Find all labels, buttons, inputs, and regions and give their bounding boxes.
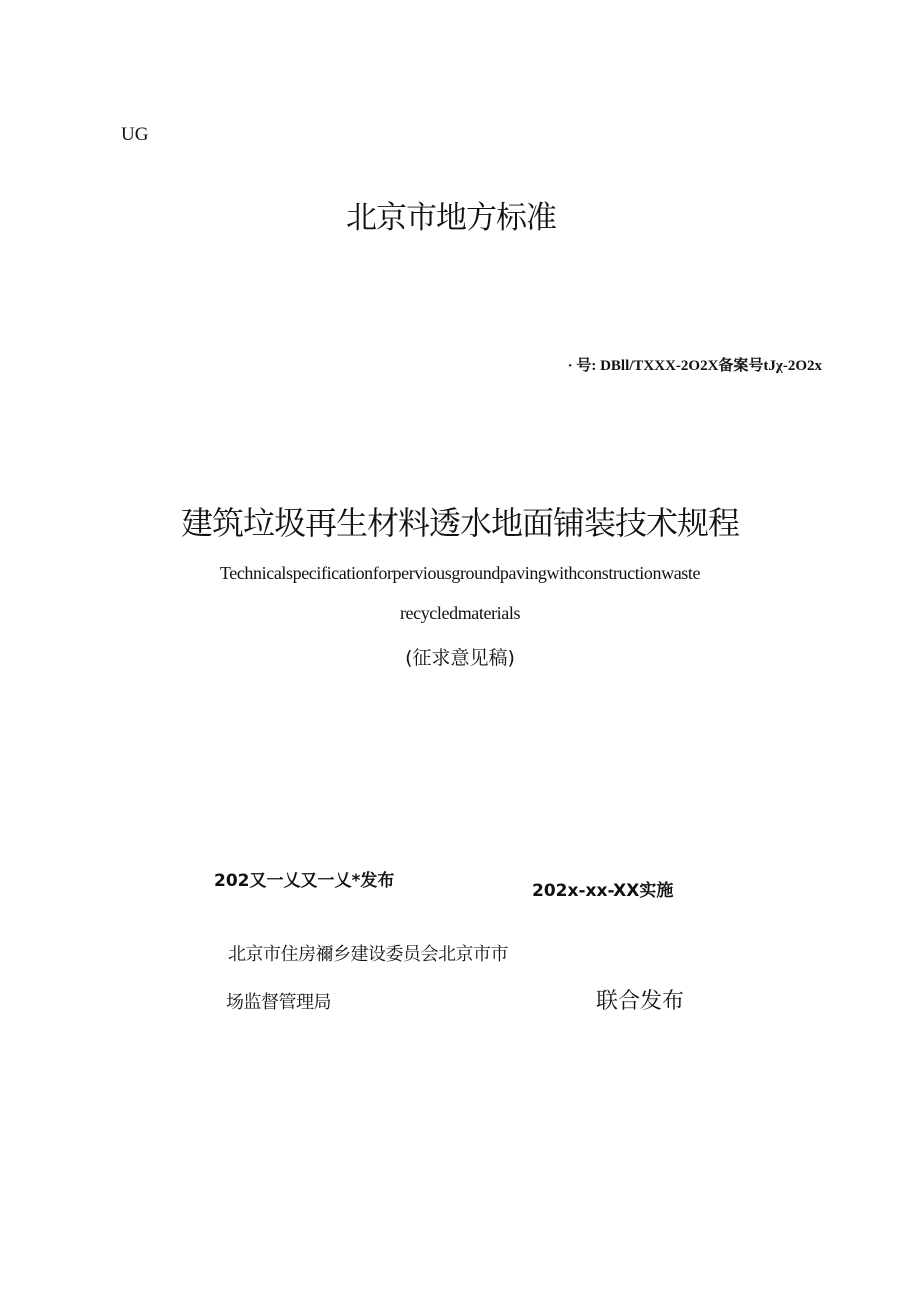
standard-number: · 号: DBll/TXXX-2O2X备案号tJχ-2O2x [567, 358, 822, 374]
classification-code: UG [121, 124, 149, 145]
draft-status-note: (征求意见稿) [405, 647, 515, 669]
implement-date: 202x-xx-XX实施 [532, 881, 674, 901]
standard-type-heading: 北京市地方标准 [346, 200, 556, 236]
english-title-line-2: recycledmaterials [399, 603, 521, 623]
issuer-line-2: 场监督管理局 [226, 992, 331, 1013]
issuer-line-1: 北京市住房禰乡建设委员会北京市市 [228, 944, 508, 965]
joint-publish-label: 联合发布 [596, 989, 685, 1014]
english-title-line-1: Technicalspecificationforperviousgroundpavingwithconstructionwaste [219, 563, 701, 583]
publish-date: 202又一乂又一乂*发布 [214, 871, 395, 891]
document-title: 建筑垃圾再生材料透水地面铺装技术规程 [180, 504, 739, 542]
